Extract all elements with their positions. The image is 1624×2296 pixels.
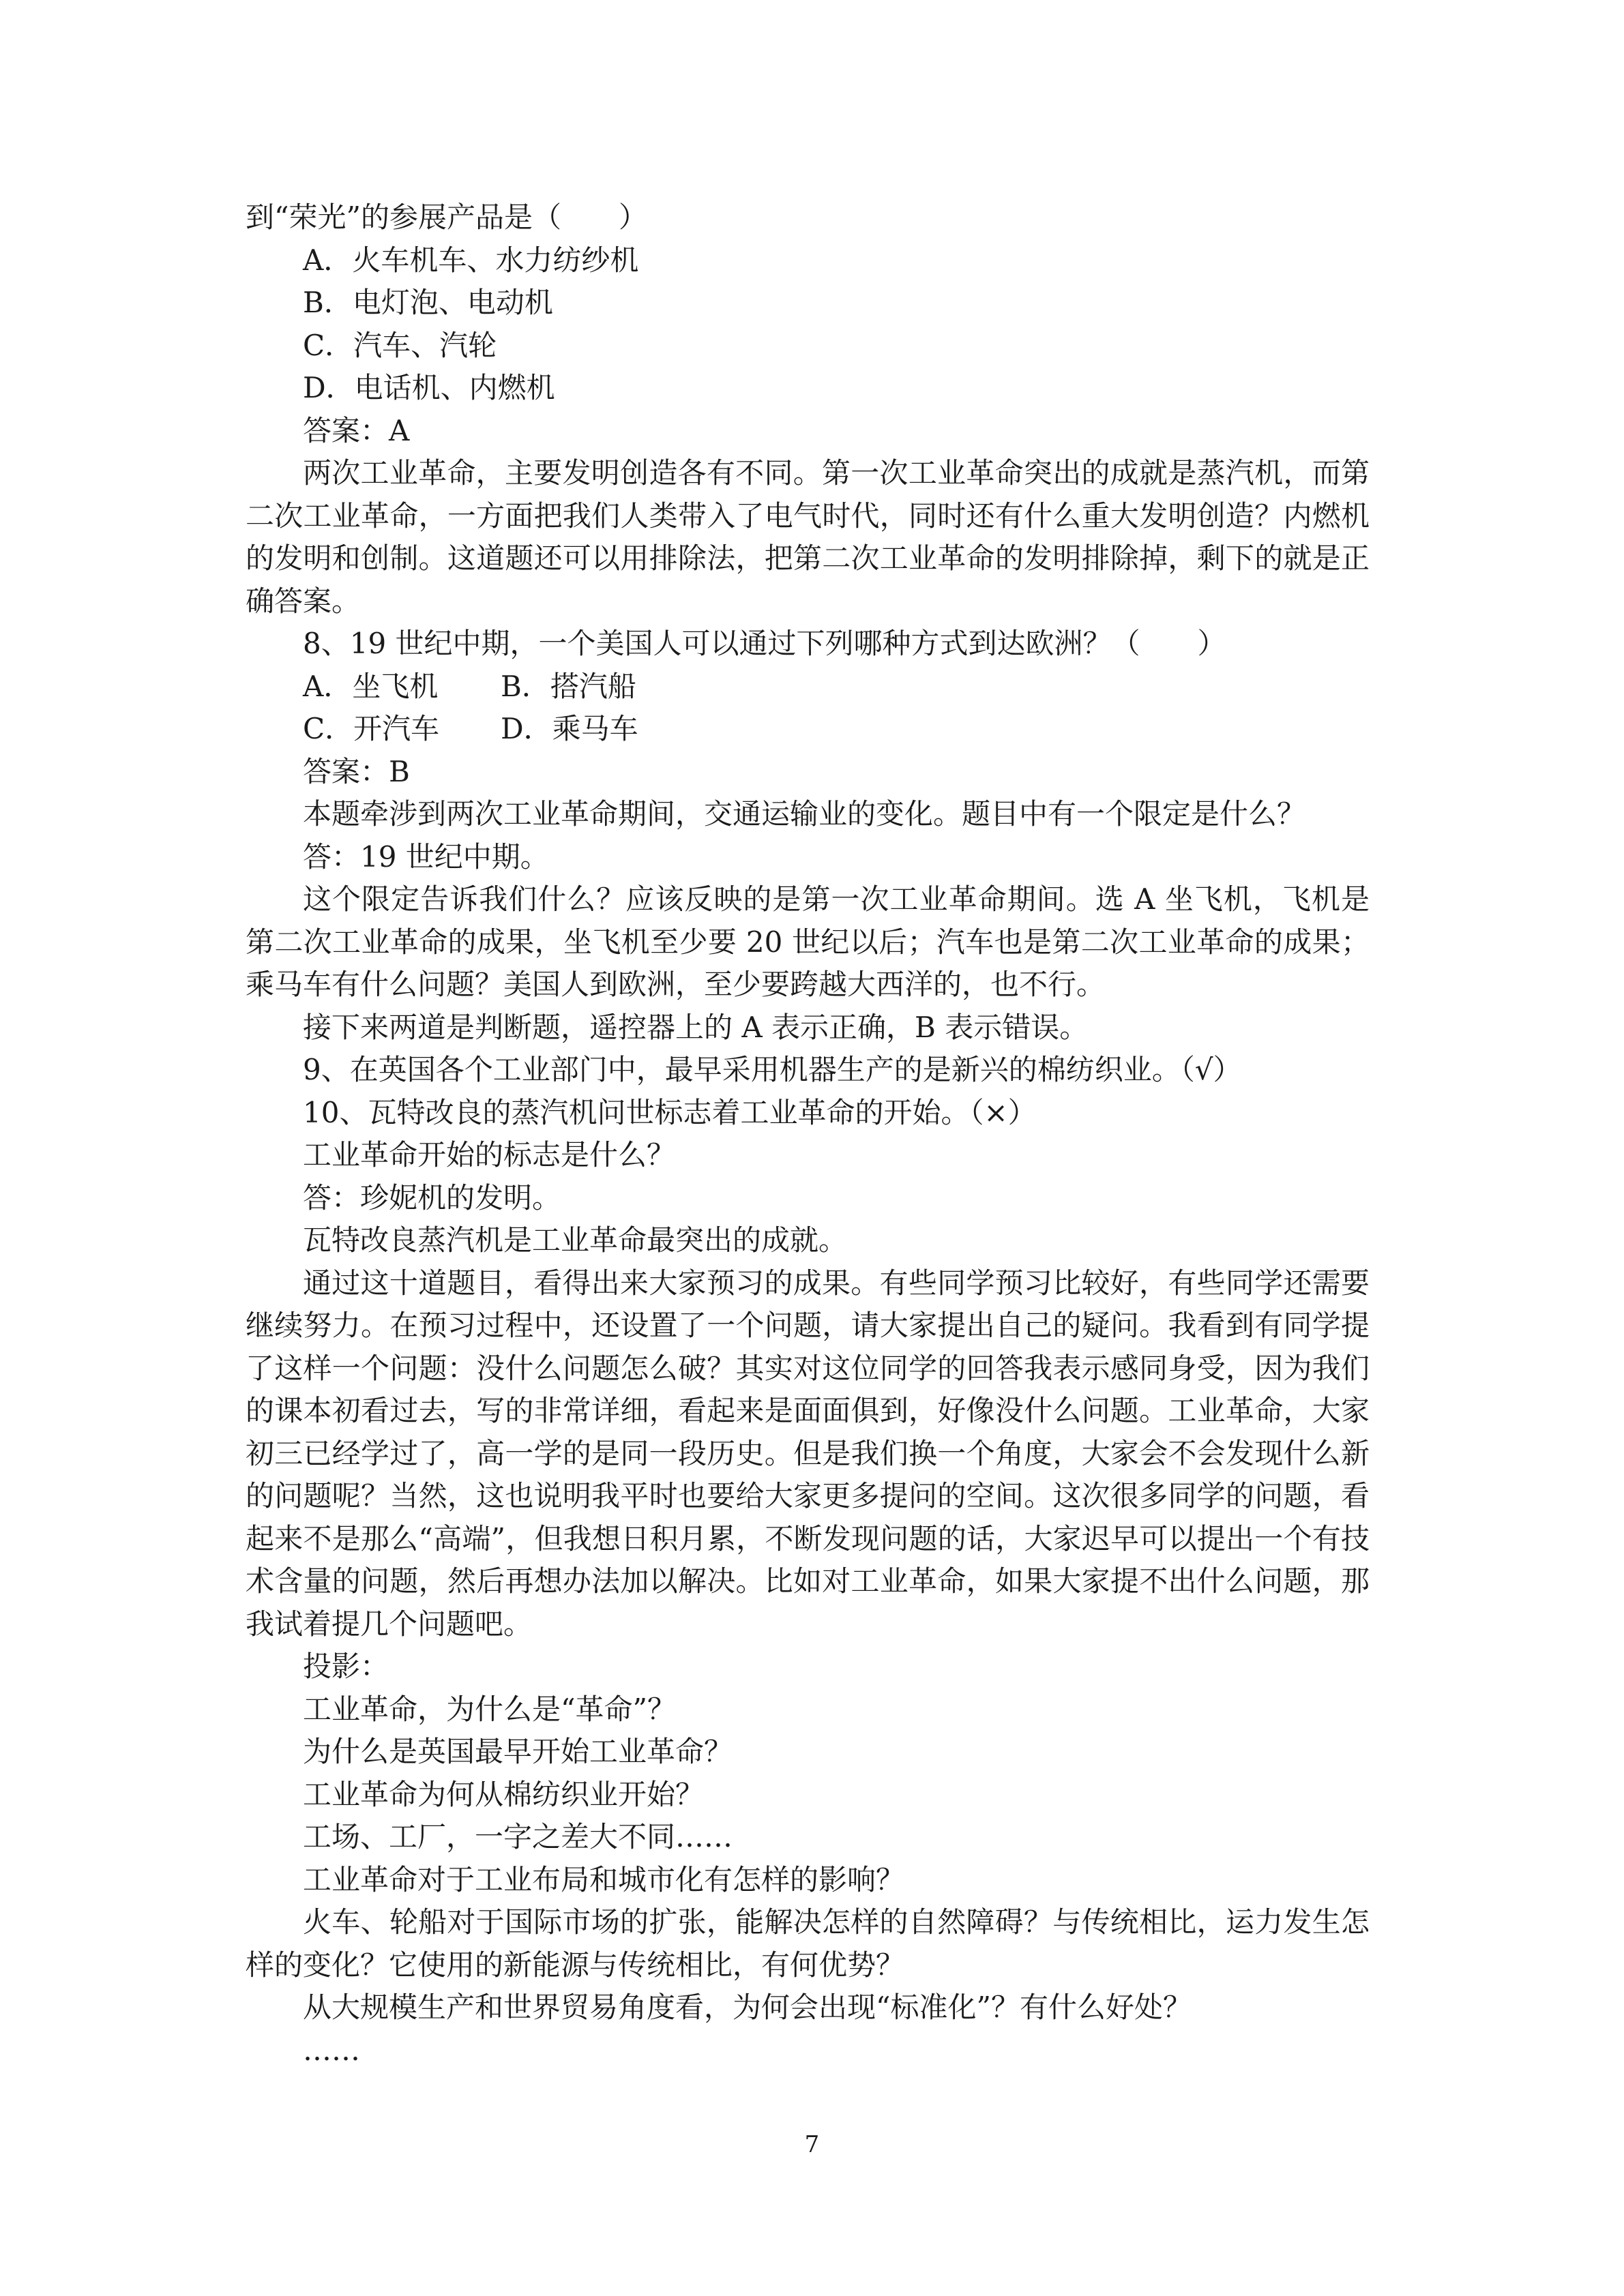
q8-answer: 答案：B (303, 754, 410, 788)
q8-explanation: 本题牵涉到两次工业革命期间，交通运输业的变化。题目中有一个限定是什么？ (303, 797, 1306, 831)
page-body (246, 196, 1370, 2072)
q8-reply: 答：19 世纪中期。 (303, 839, 549, 874)
q7-option-d: D．电话机、内燃机 (303, 371, 555, 404)
q8-option-b: B．搭汽船 (501, 669, 636, 703)
q7-option-a: A．火车机车、水力纺纱机 (303, 243, 639, 277)
projection-ellipsis: …… (303, 2033, 360, 2067)
q8-options-row-1 (246, 666, 1370, 709)
projection-item: 工业革命为何从棉纺织业开始？ (303, 1777, 705, 1811)
q7-option-b: B．电灯泡、电动机 (303, 286, 553, 319)
question-9: 9、在英国各个工业部门中，最早采用机器生产的是新兴的棉纺织业。（√） (303, 1053, 1242, 1086)
page-number: 7 (804, 2131, 820, 2158)
projection-item: 工业革命对于工业布局和城市化有怎样的影响？ (303, 1862, 905, 1896)
q8-option-d: D．乘马车 (501, 712, 638, 745)
q7-explanation: 两次工业革命，主要发明创造各有不同。第一次工业革命突出的成就是蒸汽机，而第二次工业革命，一方面把我们人类带入了电气时代，同时还有什么重大发明创造？内燃机的发明和创制。这道题还可以用排除法，把第二次工业革命的发明排除掉，剩下的就是正确答案。 (246, 456, 1370, 618)
q8-option-a: A．坐飞机 (303, 669, 439, 703)
q8-option-c: C．开汽车 (303, 712, 440, 745)
question-10: 10、瓦特改良的蒸汽机问世标志着工业革命的开始。（×） (303, 1095, 1037, 1129)
q7-option-c: C．汽车、汽轮 (303, 328, 497, 362)
projection-label: 投影： (303, 1650, 389, 1683)
question-8-stem: 8、19 世纪中期，一个美国人可以通过下列哪种方式到达欧洲？（ ） (303, 627, 1226, 660)
judge-ask: 工业革命开始的标志是什么？ (303, 1138, 676, 1172)
judge-reply: 答：珍妮机的发明。 (303, 1180, 561, 1214)
projection-long-item: 从大规模生产和世界贸易角度看，为何会出现“标准化”？有什么好处？ (303, 1991, 1192, 2024)
summary-paragraph: 通过这十道题目，看得出来大家预习的成果。有些同学预习比较好，有些同学还需要继续努力。在预习过程中，还设置了一个问题，请大家提出自己的疑问。我看到有同学提了这样一个问题：没什么问题怎么破？其实对这位同学的回答我表示感同身受，因为我们的课本初看过去，写的非常详细，看起来是面面俱到，好像没什么问题。工业革命，大家初三已经学过了，高一学的是同一段历史。但是我们换一个角度，大家会不会发现什么新的问题呢？当然，这也说明我平时也要给大家更多提问的空间。这次很多同学的问题，看起来不是那么“高端”，但我想日积月累，不断发现问题的话，大家迟早可以提出一个有技术含量的问题，然后再想办法加以解决。比如对工业革命，如果大家提不出什么问题，那我试着提几个问题吧。 (246, 1266, 1370, 1641)
q8-options-row-2 (246, 708, 1370, 751)
projection-long-item: 火车、轮船对于国际市场的扩张，能解决怎样的自然障碍？与传统相比，运力发生怎样的变化？它使用的新能源与传统相比，有何优势？ (246, 1905, 1370, 1982)
judge-note: 瓦特改良蒸汽机是工业革命最突出的成就。 (303, 1223, 848, 1257)
q8-analysis: 这个限定告诉我们什么？应该反映的是第一次工业革命期间。选 A 坐飞机，飞机是第二次工业革命的成果，坐飞机至少要 20 世纪以后；汽车也是第二次工业革命的成果；乘马车有什么问题？美国人到欧洲，至少要跨越大西洋的，也不行。 (246, 882, 1370, 1001)
question-7-stem: 到“荣光”的参展产品是（ ） (246, 200, 647, 234)
projection-item: 工场、工厂，一字之差大不同…… (303, 1820, 733, 1853)
projection-item: 为什么是英国最早开始工业革命？ (303, 1735, 733, 1768)
projection-item: 工业革命，为什么是“革命”？ (303, 1692, 676, 1726)
q7-answer: 答案：A (303, 413, 410, 447)
judge-intro: 接下来两道是判断题，遥控器上的 A 表示正确，B 表示错误。 (303, 1010, 1089, 1044)
